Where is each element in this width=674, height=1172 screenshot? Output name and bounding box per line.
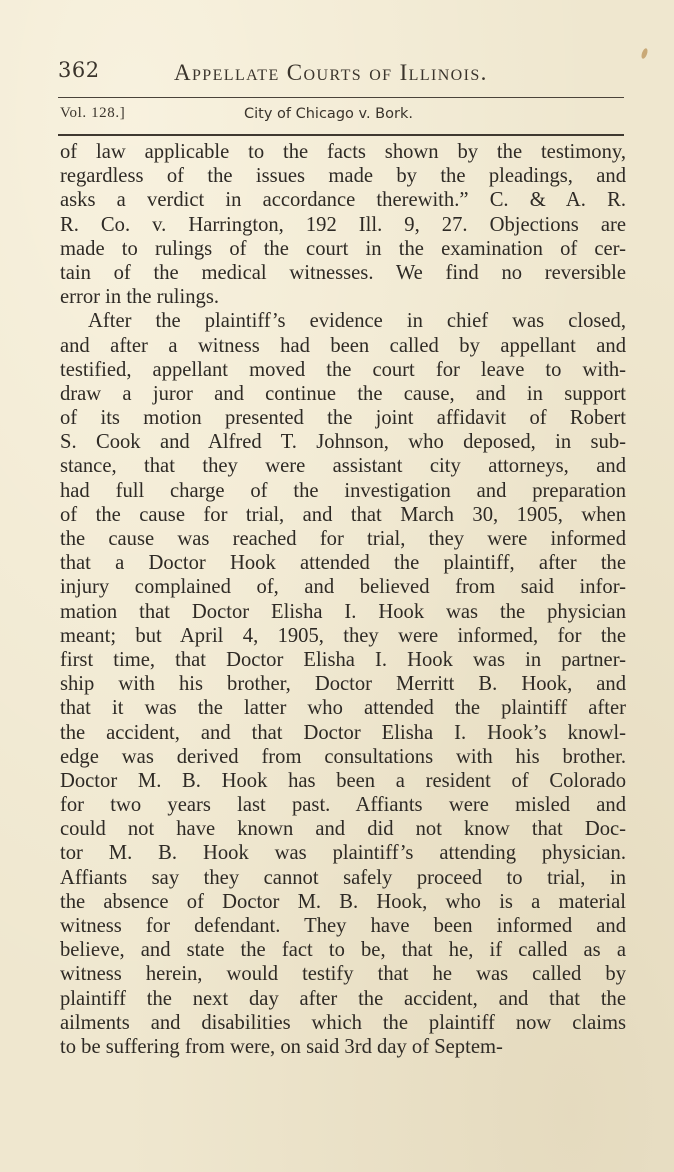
text-line: mation that Doctor Elisha I. Hook was the physician	[60, 600, 626, 623]
text-line: had full charge of the investigation and preparation	[60, 479, 626, 502]
text-line: the accident, and that Doctor Elisha I. Hook’s knowl-	[60, 721, 626, 744]
paragraph-first-line: After the plaintiff’s evidence in chief was closed,	[88, 310, 626, 333]
text-line: to be suffering from were, on said 3rd day of Septem-	[60, 1035, 503, 1058]
running-head	[58, 58, 618, 90]
text-line: the cause was reached for trial, they were informed	[60, 528, 626, 550]
text-line: believe, and state the fact to be, that he, if called as a	[60, 939, 626, 962]
journal-title: Appellate Courts of Illinois.	[174, 60, 488, 85]
header-rule-bottom	[58, 134, 624, 136]
text-line: made to rulings of the court in the examination of cer-	[60, 237, 626, 260]
text-line: tor M. B. Hook was plaintiff’s attending physician.	[60, 842, 626, 865]
text-line: first time, that Doctor Elisha I. Hook was in partner-	[60, 648, 626, 671]
text-line: for two years last past. Affiants were misled and	[60, 794, 626, 817]
header-rule-top	[58, 97, 624, 98]
body-text	[60, 140, 626, 1059]
text-line: injury complained of, and believed from said infor-	[60, 576, 626, 599]
text-line: ailments and disabilities which the plaintiff now claims	[60, 1011, 626, 1034]
text-line: plaintiff the next day after the accident, and that the	[60, 987, 626, 1010]
text-line: testified, appellant moved the court for leave to with-	[60, 358, 626, 381]
text-line: stance, that they were assistant city attorneys, and	[60, 455, 626, 478]
text-line: could not have known and did not know that Doc-	[60, 818, 626, 841]
text-line: draw a juror and continue the cause, and in support	[60, 382, 626, 405]
text-line: error in the rulings.	[60, 286, 219, 309]
case-name: City of Chicago v. Bork.	[244, 106, 413, 122]
text-line: Doctor M. B. Hook has been a resident of Colorado	[60, 769, 626, 792]
text-line: regardless of the issues made by the pleadings, and	[60, 165, 626, 188]
page-number: 362	[58, 58, 100, 82]
volume-label: Vol. 128.]	[60, 105, 126, 121]
text-line: R. Co. v. Harrington, 192 Ill. 9, 27. Objections are	[60, 213, 626, 236]
text-line: witness for defendant. They have been informed and	[60, 915, 626, 937]
text-line: meant; but April 4, 1905, they were informed, for the	[60, 624, 626, 647]
text-line: S. Cook and Alfred T. Johnson, who deposed, in sub-	[60, 431, 626, 454]
case-subheader	[60, 105, 620, 127]
text-line: edge was derived from consultations with his brother.	[60, 745, 626, 768]
text-line: Affiants say they cannot safely proceed to trial, in	[60, 866, 626, 889]
text-line: of law applicable to the facts shown by the testimony,	[60, 141, 626, 163]
text-line: of the cause for trial, and that March 30, 1905, when	[60, 503, 626, 526]
text-line: witness herein, would testify that he was called by	[60, 963, 626, 986]
text-line: that a Doctor Hook attended the plaintiff, after the	[60, 552, 626, 575]
text-line: the absence of Doctor M. B. Hook, who is a material	[60, 890, 626, 913]
ink-spot	[640, 47, 648, 59]
text-line: tain of the medical witnesses. We find no reversible	[60, 261, 626, 284]
text-line: of its motion presented the joint affidavit of Robert	[60, 407, 626, 430]
text-line: and after a witness had been called by appellant and	[60, 334, 626, 357]
text-line: ship with his brother, Doctor Merritt B. Hook, and	[60, 673, 626, 696]
text-line: asks a verdict in accordance therewith.” C. & A. R.	[60, 189, 626, 212]
text-line: that it was the latter who attended the plaintiff after	[60, 697, 626, 720]
